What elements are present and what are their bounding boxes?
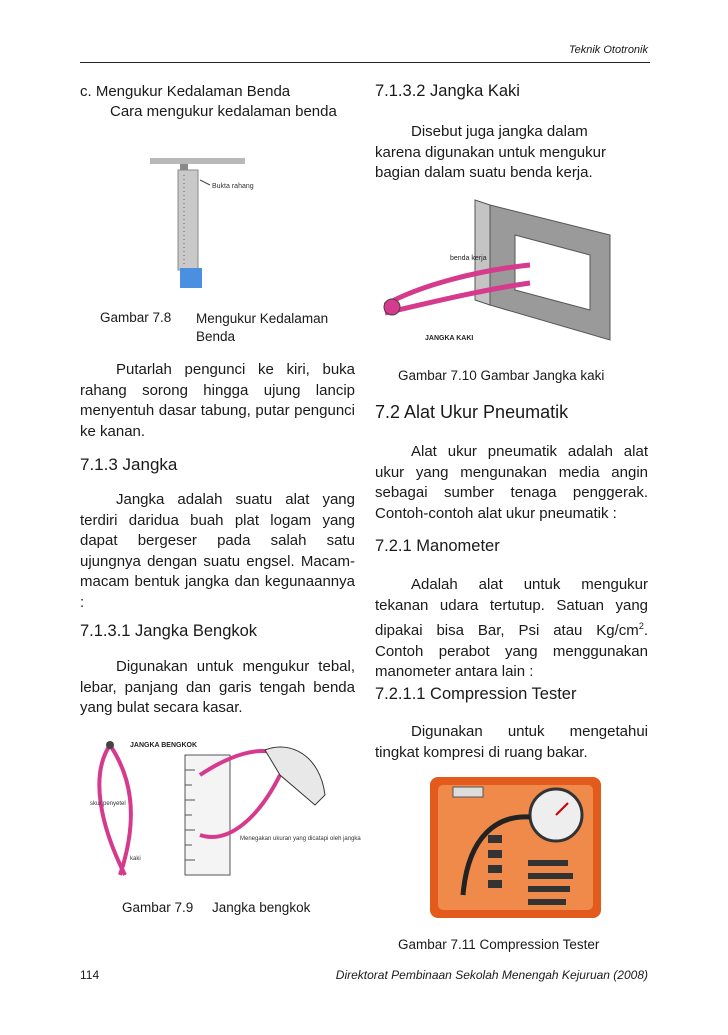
- paragraph-putarlah: Putarlah pengunci ke kiri, buka rahang sorong hingga ujung lancip menyentuh dasar tabung, putar pengunci ke kanan.: [80, 361, 355, 440]
- cylinder-part: [180, 268, 202, 288]
- page-number: 114: [80, 968, 100, 982]
- section-c-body: Cara mengukur kedalaman benda: [110, 103, 337, 120]
- manometer-text-a: Adalah alat untuk mengukur tekanan udara tertutup. Satuan yang dipakai bisa Bar, Psi atau Kg/cm: [375, 576, 648, 639]
- caliper-body: [178, 170, 198, 270]
- fig710-label-workpiece: benda kerja: [450, 255, 487, 262]
- heading-7-2-1: 7.2.1 Manometer: [375, 537, 500, 555]
- caliper-pivot: [384, 299, 400, 315]
- manometer-text-b: . Contoh perabot yang menggunakan manometer antara lain :: [375, 622, 648, 680]
- heading-7-1-3-1: 7.1.3.1 Jangka Bengkok: [80, 622, 258, 640]
- paragraph-manometer: [375, 575, 648, 683]
- paragraph-jangka-kaki: Disebut juga jangka dalam karena digunakan untuk mengukur bagian dalam suatu benda kerja.: [375, 123, 606, 181]
- fig79-label-note: Menegakan ukuran yang dicatapi oleh jangka: [240, 836, 361, 842]
- figure-7-11-compression-tester: [428, 775, 603, 920]
- caliper-hinge: [106, 741, 114, 749]
- running-header: Teknik Ototronik: [568, 44, 648, 56]
- fig711-caption: Gambar 7.11 Compression Tester: [398, 937, 600, 952]
- paragraph-compression: Digunakan untuk mengetahui tingkat kompresi di ruang bakar.: [375, 723, 648, 761]
- label-leader: [200, 180, 210, 185]
- fig78-label: Bukta rahang: [212, 183, 254, 190]
- fig79-caption-text: Jangka bengkok: [212, 900, 311, 915]
- heading-7-2: 7.2 Alat Ukur Pneumatik: [375, 402, 569, 422]
- fig79-caption-number: Gambar 7.9: [122, 900, 194, 915]
- caliper-leg-left: [110, 745, 131, 875]
- fig79-label-leg: kaki: [130, 856, 141, 862]
- fig79-title: JANGKA BENGKOK: [130, 742, 198, 749]
- paragraph-digunakan-bengkok: Digunakan untuk mengukur tebal, lebar, panjang dan garis tengah benda yang bulat secara kasar.: [80, 658, 355, 716]
- paragraph-pneumatik: Alat ukur pneumatik adalah alat ukur yang mengunakan media angin sebagai sumber tenaga penggerak. Contoh-contoh alat ukur pneumatik :: [375, 443, 648, 522]
- fig78-caption-text: Mengukur Kedalaman Benda: [196, 311, 329, 344]
- fig79-label-adjust: skur penyetel: [90, 801, 126, 807]
- fig710-caption: Gambar 7.10 Gambar Jangka kaki: [398, 368, 605, 383]
- section-c-heading: c. Mengukur Kedalaman Benda: [80, 83, 291, 100]
- figure-7-9-bent-caliper: [90, 735, 361, 885]
- caliper-top-bar: [150, 158, 245, 164]
- footer-publisher: Direktorat Pembinaan Sekolah Menengah Kejuruan (2008): [335, 968, 648, 982]
- header-rule: [80, 62, 650, 63]
- superscript-2: 2: [638, 621, 644, 631]
- figure-7-10-inside-caliper: [380, 195, 620, 350]
- figure-7-8-depth-caliper: [140, 150, 280, 300]
- paragraph-jangka: Jangka adalah suatu alat yang terdiri daridua buah plat logam yang dapat bergeser pada salah satu ujungnya dengan suatu engsel. Macam-macam bentuk jangka dan kegunaannya :: [80, 491, 355, 611]
- fig78-caption-number: Gambar 7.8: [100, 310, 172, 325]
- hand-drawing: [265, 747, 325, 805]
- fig710-label-caliper: JANGKA KAKI: [425, 335, 474, 342]
- heading-7-1-3-2: 7.1.3.2 Jangka Kaki: [375, 82, 520, 100]
- heading-7-2-1-1: 7.2.1.1 Compression Tester: [375, 685, 577, 703]
- heading-7-1-3: 7.1.3 Jangka: [80, 455, 178, 474]
